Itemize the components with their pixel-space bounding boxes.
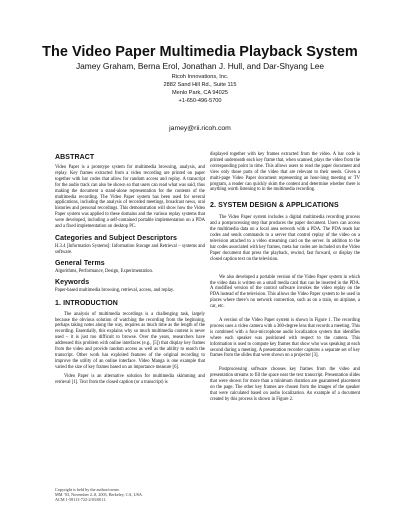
introduction-continued: displayed together with key frames extracted from the video. A bar code is printed underneath each key frame that, when scanned, plays the video from the corresponding point in time. This allows users to read the paper document and view only those parts of the video that are relevant to their needs. Given a multi-page Video Paper document representing an hour-long meeting or TV program, a reader can quickly skim the content and determine whether there is anything worth listening to in the multimedia recording. [210, 152, 360, 193]
categories-heading: Categories and Subject Descriptors [55, 234, 178, 242]
affiliation-org: Ricoh Innovations, Inc. [171, 74, 229, 80]
affiliation-street: 2882 Sand Hill Rd., Suite 115 [163, 82, 237, 88]
copyright-line: Copyright is held by the author/owner. [55, 487, 120, 492]
left-column [55, 151, 205, 385]
general-terms-text: Algorithms, Performance, Design, Experimentation. [55, 268, 154, 274]
introduction-paragraph-2: Video Paper is an alternative solution for multimedia skimming and retrieval [1]. Text from the closed caption (or a transcript) is [55, 373, 205, 385]
paper-title: The Video Paper Multimedia Playback System [42, 44, 358, 60]
general-terms-heading: General Terms [55, 259, 105, 267]
author-list: Jamey Graham, Berna Erol, Jonathan J. Hull, and Dar-Shyang Lee [75, 61, 325, 71]
categories-text: H.3.4 [Information Systems]: Information Storage and Retrieval – systems and software. [55, 243, 205, 255]
copyright-footnote [55, 487, 205, 503]
abstract-text: Video Paper is a prototype system for multimedia browsing, analysis, and replay. Key frames extracted from a video recording are printed on paper together with bar codes that allow for random access and replay. A transcript for the audio track can also be shown so that users can read what was said, thus making the document a stand-alone representation for the contents of the multimedia recording. The Video Paper system has been used for several applications, including the analysis of recorded meetings, broadcast news, oral histories and personal recordings. This demonstration will show how the Video Paper system was applied to these domains and the various replay systems that were developed, including a self-contained portable implementation on a PDA and a fixed implementation on desktop PC. [55, 165, 205, 230]
system-paragraph-4: Postprocessing software chooses key frames from the video and presentation streams to fill the space near the text transcript. Presentation slides that were shown for more than a minimum duration are guaranteed placement on the page. The other key frames are chosen from the images of the speaker that were calculated based on audio localization. An example of a document created by this process is shown in Figure 2. [210, 367, 360, 402]
introduction-paragraph-1: The analysis of multimedia recordings is a challenging task, largely because the obvious solution of watching the recording from the beginning, perhaps taking notes along the way, requires as much time as the length of the recording. Essentially, this explains why so much multimedia content is never used – it is just too difficult to browse. Over the years, researchers have addressed this problem with online interfaces (e.g., [5]) that display key frames from the video and provide random access as well as the ability to search the transcript. Other work has exploited features of the original recording to improve the utility of an online interface. Video Manga is one example that varied the size of key frames based on an importance measure [6]. [55, 311, 205, 370]
right-column [210, 152, 360, 403]
affiliation-phone: +1-650-496-5700 [178, 98, 222, 104]
system-paragraph-1: The Video Paper system includes a digital multimedia recording process and a postprocessing step that produces the paper document. Users can access the multimedia data on a local area network with a PDA. The PDA reads bar codes and sends commands to a server that control replay of the video on a television attached to a video streaming card on the server. In addition to the bar codes associated with key frames, meta bar codes are included on the Video Paper document that press the playback, rewind, fast forward, or display the closed caption text on the television. [210, 215, 360, 262]
keywords-heading: Keywords [55, 278, 90, 286]
keywords-text: Paper-based multimedia browsing, retrieval, access, and replay. [55, 287, 175, 293]
system-design-heading: 2. SYSTEM DESIGN & APPLICATIONS [210, 202, 339, 210]
introduction-heading: 1. INTRODUCTION [55, 299, 118, 307]
abstract-heading: ABSTRACT [55, 154, 95, 161]
author-email: jamey@rii.ricoh.com [169, 125, 231, 132]
conference-line: MM ’03, November 2–8, 2003, Berkeley, CA, USA. [55, 492, 144, 498]
system-paragraph-2: We also developed a portable version of the Video Paper system in which the video data is written on a small media card that can be inserted in the PDA. A modified version of the control software invokes the video replay on the PDA instead of the television. This allows the Video Paper system to be used in places where there’s no network connection, such as on a train, on airplane, a car, etc. [210, 274, 360, 310]
acm-id-line: ACM 1-58113-722-2/03/0011. [55, 497, 107, 503]
system-paragraph-3: A version of the Video Paper system is shown in Figure 1. The recording process uses a video camera with a 360-degree lens that records a meeting. This is combined with a four-microphone audio localization system that identifies where each speaker was positioned with respect to the camera. This information is used to compute key frames that show who was speaking at each second during a meeting. A presentation recorder captures a separate set of key frames from the slides that were shown on a projector [3]. [210, 318, 360, 359]
affiliation-city: Menlo Park, CA 94025 [172, 90, 228, 96]
